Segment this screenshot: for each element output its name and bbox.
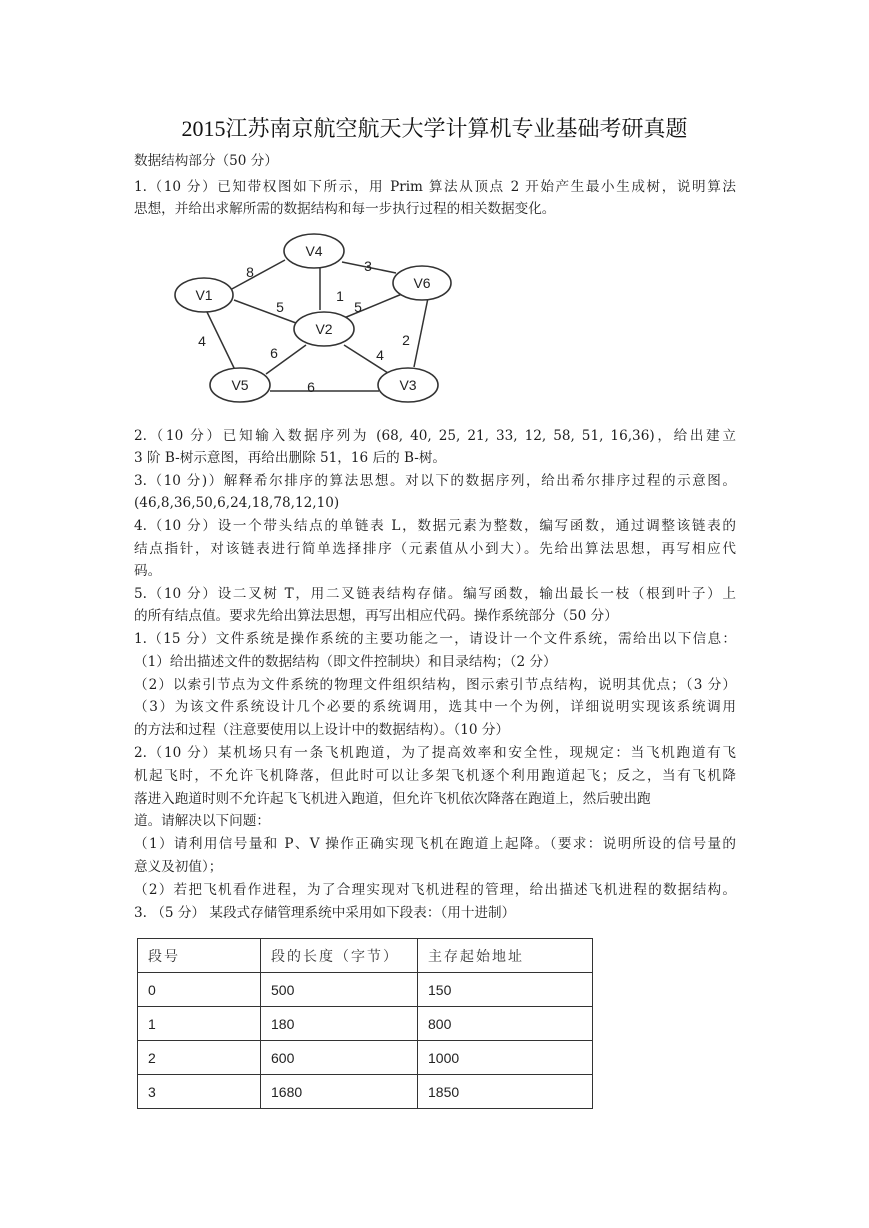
graph-node-label: V3 <box>399 377 417 393</box>
os-question-2-line-4: 道。请解决以下问题： <box>134 813 270 829</box>
table-row <box>138 973 593 1007</box>
edge-weight-label: 5 <box>354 299 362 315</box>
os-question-1-item-1: （1）给出描述文件的数据结构（即文件控制块）和目录结构；（2 分） <box>134 654 557 670</box>
section-heading-data-structures: 数据结构部分（50 分） <box>134 153 278 169</box>
edge-weight-label: 4 <box>376 347 384 363</box>
column-header: 段的长度（字节） <box>261 939 418 973</box>
question-4-line-1: 4.（10 分）设一个带头结点的单链表 L，数据元素为整数，编写函数，通过调整该链表的 <box>134 518 736 534</box>
os-question-2-item-1-line-1: （1）请利用信号量和 P、V 操作正确实现飞机在跑道上起降。（要求：说明所设的信号量的 <box>134 836 736 852</box>
table-cell: 1000 <box>418 1041 593 1075</box>
segment-table <box>137 938 593 1109</box>
question-1-line-1: 1.（10 分）已知带权图如下所示，用 Prim 算法从顶点 2 开始产生最小生成树，说明算法 <box>134 179 736 195</box>
edge-v1-v5 <box>207 312 236 372</box>
table-cell: 0 <box>138 973 261 1007</box>
graph-node-label: V2 <box>315 321 333 337</box>
question-3-line-2: (46,8,36,50,6,24,18,78,12,10) <box>134 495 340 511</box>
table-row <box>138 1007 593 1041</box>
table-cell: 1 <box>138 1007 261 1041</box>
weighted-graph-figure <box>160 228 460 408</box>
table-header-row <box>138 939 593 973</box>
os-question-1-line-1: 1.（15 分）文件系统是操作系统的主要功能之一，请设计一个文件系统，需给出以下信息： <box>134 631 736 647</box>
table-cell: 180 <box>261 1007 418 1041</box>
question-2-line-1: 2.（10 分）已知输入数据序列为 (68, 40, 25, 21, 33, 12, 58, 51, 16,36)，给出建立 <box>134 428 736 444</box>
page-title: 2015江苏南京航空航天大学计算机专业基础考研真题 <box>181 116 688 141</box>
table-cell: 2 <box>138 1041 261 1075</box>
os-question-3-line-1: 3. （5 分） 某段式存储管理系统中采用如下段表：（用十进制） <box>134 905 516 921</box>
edge-weight-label: 4 <box>198 333 206 349</box>
os-question-2-item-1-line-2: 意义及初值）； <box>134 859 223 875</box>
os-question-2-line-1: 2.（10 分）某机场只有一条飞机跑道，为了提高效率和安全性，现规定：当飞机跑道有飞 <box>134 745 736 761</box>
table-cell: 600 <box>261 1041 418 1075</box>
table-cell: 1680 <box>261 1075 418 1109</box>
graph-node-label: V4 <box>305 243 323 259</box>
edge-v1-v2 <box>234 300 296 323</box>
graph-node-label: V5 <box>231 377 249 393</box>
table-cell: 150 <box>418 973 593 1007</box>
os-question-1-item-3-line-1: （3）为该文件系统设计几个必要的系统调用，选其中一个为例，详细说明实现该系统调用 <box>134 699 736 715</box>
os-question-2-item-2: （2）若把飞机看作进程，为了合理实现对飞机进程的管理，给出描述飞机进程的数据结构。 <box>134 882 736 898</box>
table-row <box>138 1075 593 1109</box>
table-cell: 3 <box>138 1075 261 1109</box>
question-3-line-1: 3.（10 分)）解释希尔排序的算法思想。对以下的数据序列，给出希尔排序过程的示意图。 <box>134 473 736 489</box>
question-5-line-1: 5.（10 分）设二叉树 T，用二叉链表结构存储。编写函数，输出最长一枝（根到叶子）上 <box>134 586 736 602</box>
question-1-line-2: 思想，并给出求解所需的数据结构和每一步执行过程的相关数据变化。 <box>134 201 556 217</box>
graph-node-label: V6 <box>413 275 431 291</box>
edge-weight-label: 6 <box>270 345 278 361</box>
question-2-line-2: 3 阶 B-树示意图，再给出删除 51，16 后的 B-树。 <box>134 450 447 466</box>
edge-weight-label: 5 <box>276 299 284 315</box>
edge-weight-label: 1 <box>336 288 344 304</box>
edge-weight-label: 8 <box>246 264 254 280</box>
question-4-line-3: 码。 <box>134 563 162 579</box>
table-cell: 500 <box>261 973 418 1007</box>
edge-weight-label: 3 <box>364 258 372 274</box>
edge-v1-v4 <box>230 260 285 290</box>
os-question-1-item-3-line-2: 的方法和过程（注意要使用以上设计中的数据结构）。（10 分） <box>134 722 510 738</box>
graph-node-label: V1 <box>195 287 213 303</box>
column-header: 主存起始地址 <box>418 939 593 973</box>
question-4-line-2: 结点指针，对该链表进行简单选择排序（元素值从小到大）。先给出算法思想，再写相应代 <box>134 541 736 557</box>
edge-weight-label: 6 <box>307 379 315 395</box>
os-question-2-line-2: 机起飞时，不允许飞机降落，但此时可以让多架飞机逐个利用跑道起飞；反之，当有飞机降 <box>134 768 736 784</box>
table-cell: 800 <box>418 1007 593 1041</box>
os-question-1-item-2: （2）以索引节点为文件系统的物理文件组织结构，图示索引节点结构，说明其优点；（3 分） <box>134 677 736 693</box>
edge-v2-v6 <box>344 294 402 318</box>
edge-v6-v3 <box>414 298 428 367</box>
edge-weight-label: 2 <box>402 332 410 348</box>
table-cell: 1850 <box>418 1075 593 1109</box>
column-header: 段号 <box>138 939 261 973</box>
question-5-line-2: 的所有结点值。要求先给出算法思想，再写出相应代码。操作系统部分（50 分） <box>134 608 618 624</box>
os-question-2-line-3: 落进入跑道时则不允许起飞飞机进入跑道，但允许飞机依次降落在跑道上，然后驶出跑 <box>134 791 651 807</box>
table-row <box>138 1041 593 1075</box>
